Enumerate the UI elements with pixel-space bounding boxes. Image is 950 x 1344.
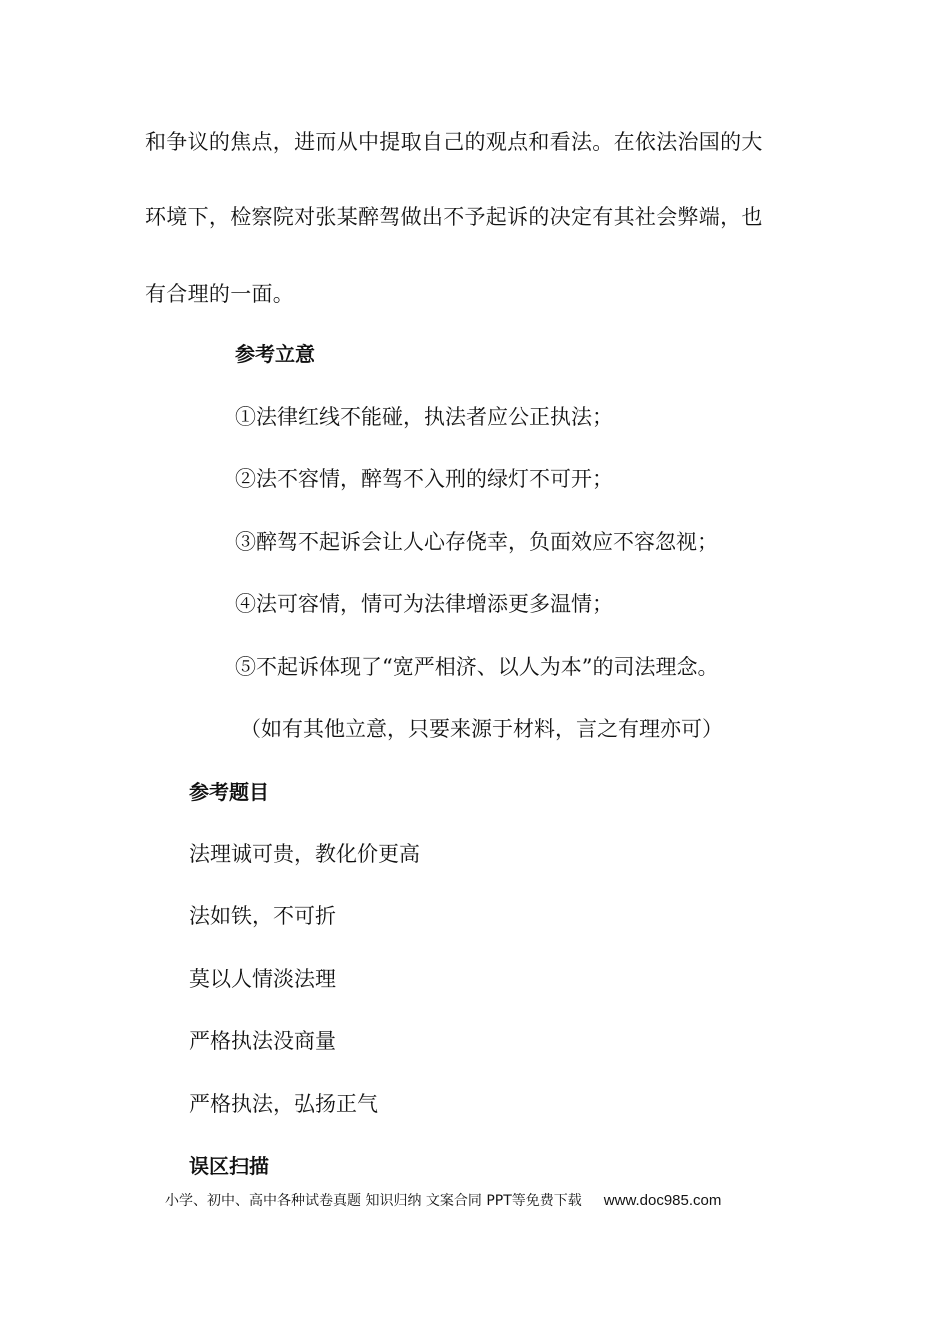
reference-title-item-3: 莫以人情淡法理 xyxy=(189,967,336,991)
footer-text: 小学、初中、高中各种试卷真题 知识归纳 文案合同 PPT等免费下载 xyxy=(165,1193,582,1209)
page-footer xyxy=(165,1190,865,1212)
paragraph-line-3: 有合理的一面。 xyxy=(145,282,295,306)
reference-title-item-1: 法理诚可贵，教化价更高 xyxy=(189,842,420,866)
reference-idea-item-1: ①法律红线不能碰，执法者应公正执法； xyxy=(235,405,613,429)
misconceptions-heading: 误区扫描 xyxy=(189,1154,269,1178)
reference-idea-item-4: ④法可容情，情可为法律增添更多温情； xyxy=(235,592,613,616)
reference-title-item-5: 严格执法，弘扬正气 xyxy=(189,1092,378,1116)
reference-ideas-note: （如有其他立意，只要来源于材料，言之有理亦可） xyxy=(240,717,723,741)
reference-idea-item-2: ②法不容情，醉驾不入刑的绿灯不可开； xyxy=(235,467,613,491)
reference-title-item-2: 法如铁，不可折 xyxy=(189,904,336,928)
reference-title-item-4: 严格执法没商量 xyxy=(189,1029,336,1053)
reference-titles-heading: 参考题目 xyxy=(189,780,269,804)
paragraph-line-2: 环境下，检察院对张某醉驾做出不予起诉的决定有其社会弊端，也 xyxy=(145,205,763,229)
footer-url: www.doc985.com xyxy=(603,1192,722,1209)
paragraph-line-1: 和争议的焦点，进而从中提取自己的观点和看法。在依法治国的大 xyxy=(145,130,763,154)
reference-idea-item-5: ⑤不起诉体现了“宽严相济、以人为本”的司法理念。 xyxy=(235,655,719,679)
reference-idea-item-3: ③醉驾不起诉会让人心存侥幸，负面效应不容忽视； xyxy=(235,530,718,554)
reference-ideas-heading: 参考立意 xyxy=(235,342,315,366)
